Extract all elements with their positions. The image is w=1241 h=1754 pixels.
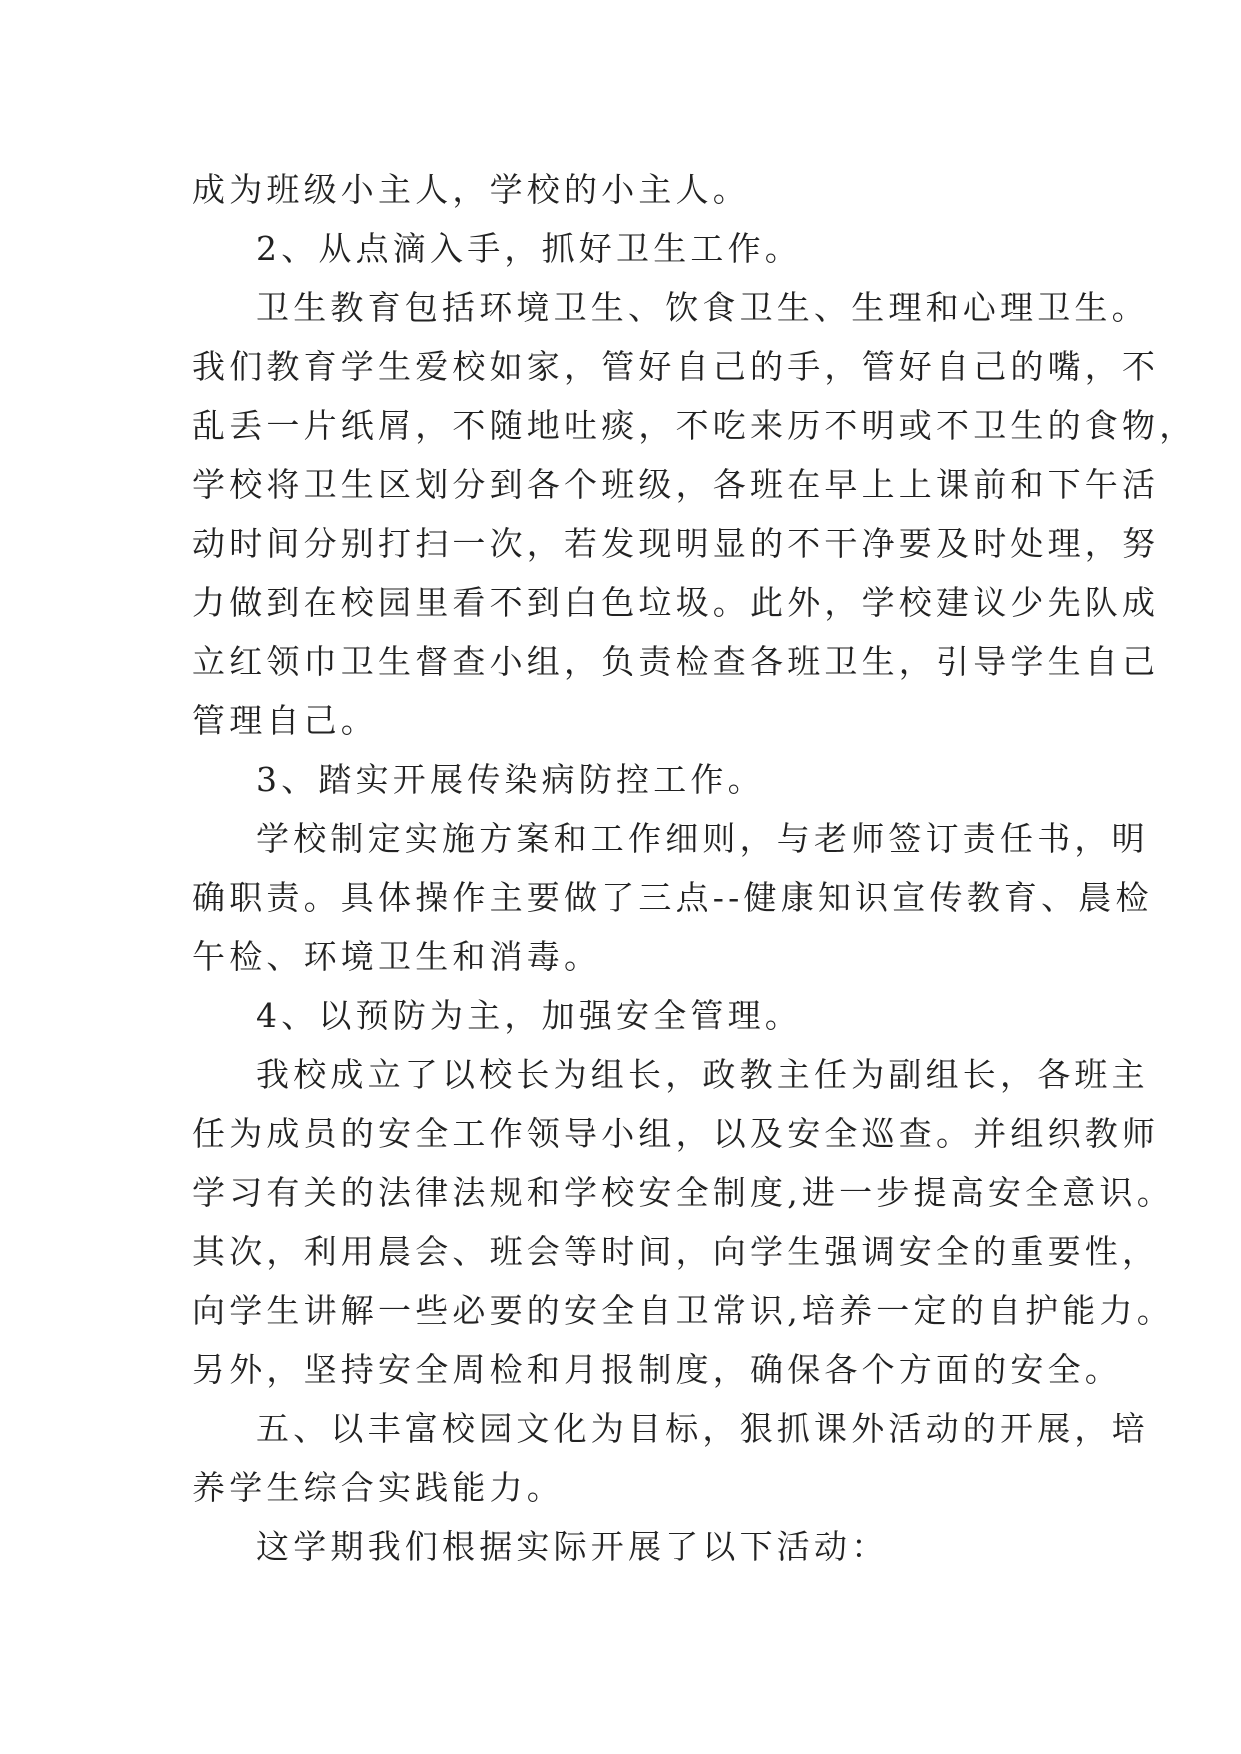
- text-line: 乱丢一片纸屑，不随地吐痰，不吃来历不明或不卫生的食物，: [192, 406, 1197, 445]
- section-heading-culture: 五、以丰富校园文化为目标，狠抓课外活动的开展，培: [256, 1409, 1149, 1448]
- text-line: 向学生讲解一些必要的安全自卫常识,培养一定的自护能力。: [192, 1291, 1174, 1330]
- text-line: 我们教育学生爱校如家，管好自己的手，管好自己的嘴，不: [192, 347, 1160, 386]
- text-line: 另外，坚持安全周检和月报制度，确保各个方面的安全。: [192, 1350, 1122, 1389]
- text-line: 学校将卫生区划分到各个班级，各班在早上上课前和下午活: [192, 465, 1160, 504]
- text-line: 我校成立了以校长为组长，政教主任为副组长，各班主: [256, 1055, 1149, 1094]
- text-line: 成为班级小主人，学校的小主人。: [192, 170, 750, 209]
- text-line: 力做到在校园里看不到白色垃圾。此外，学校建议少先队成: [192, 583, 1160, 622]
- text-line: 动时间分别打扫一次，若发现明显的不干净要及时处理，努: [192, 524, 1160, 563]
- text-line: 确职责。具体操作主要做了三点--健康知识宣传教育、晨检: [192, 878, 1153, 917]
- text-line: 立红领巾卫生督查小组，负责检查各班卫生，引导学生自己: [192, 642, 1160, 681]
- section-heading-hygiene: 2、从点滴入手，抓好卫生工作。: [256, 229, 802, 268]
- text-line: 其次，利用晨会、班会等时间，向学生强调安全的重要性，: [192, 1232, 1160, 1271]
- text-line: 管理自己。: [192, 701, 378, 740]
- text-line: 养学生综合实践能力。: [192, 1468, 564, 1507]
- document-body: [192, 160, 1197, 1576]
- text-line: 任为成员的安全工作领导小组，以及安全巡查。并组织教师: [192, 1114, 1160, 1153]
- text-line: 这学期我们根据实际开展了以下活动：: [256, 1527, 889, 1566]
- text-line: 午检、环境卫生和消毒。: [192, 937, 602, 976]
- text-line: 卫生教育包括环境卫生、饮食卫生、生理和心理卫生。: [256, 288, 1149, 327]
- text-line: 学校制定实施方案和工作细则，与老师签订责任书，明: [256, 819, 1149, 858]
- section-heading-epidemic: 3、踏实开展传染病防控工作。: [256, 760, 765, 799]
- text-line: 学习有关的法律法规和学校安全制度,进一步提高安全意识。: [192, 1173, 1174, 1212]
- section-heading-safety: 4、以预防为主，加强安全管理。: [256, 996, 802, 1035]
